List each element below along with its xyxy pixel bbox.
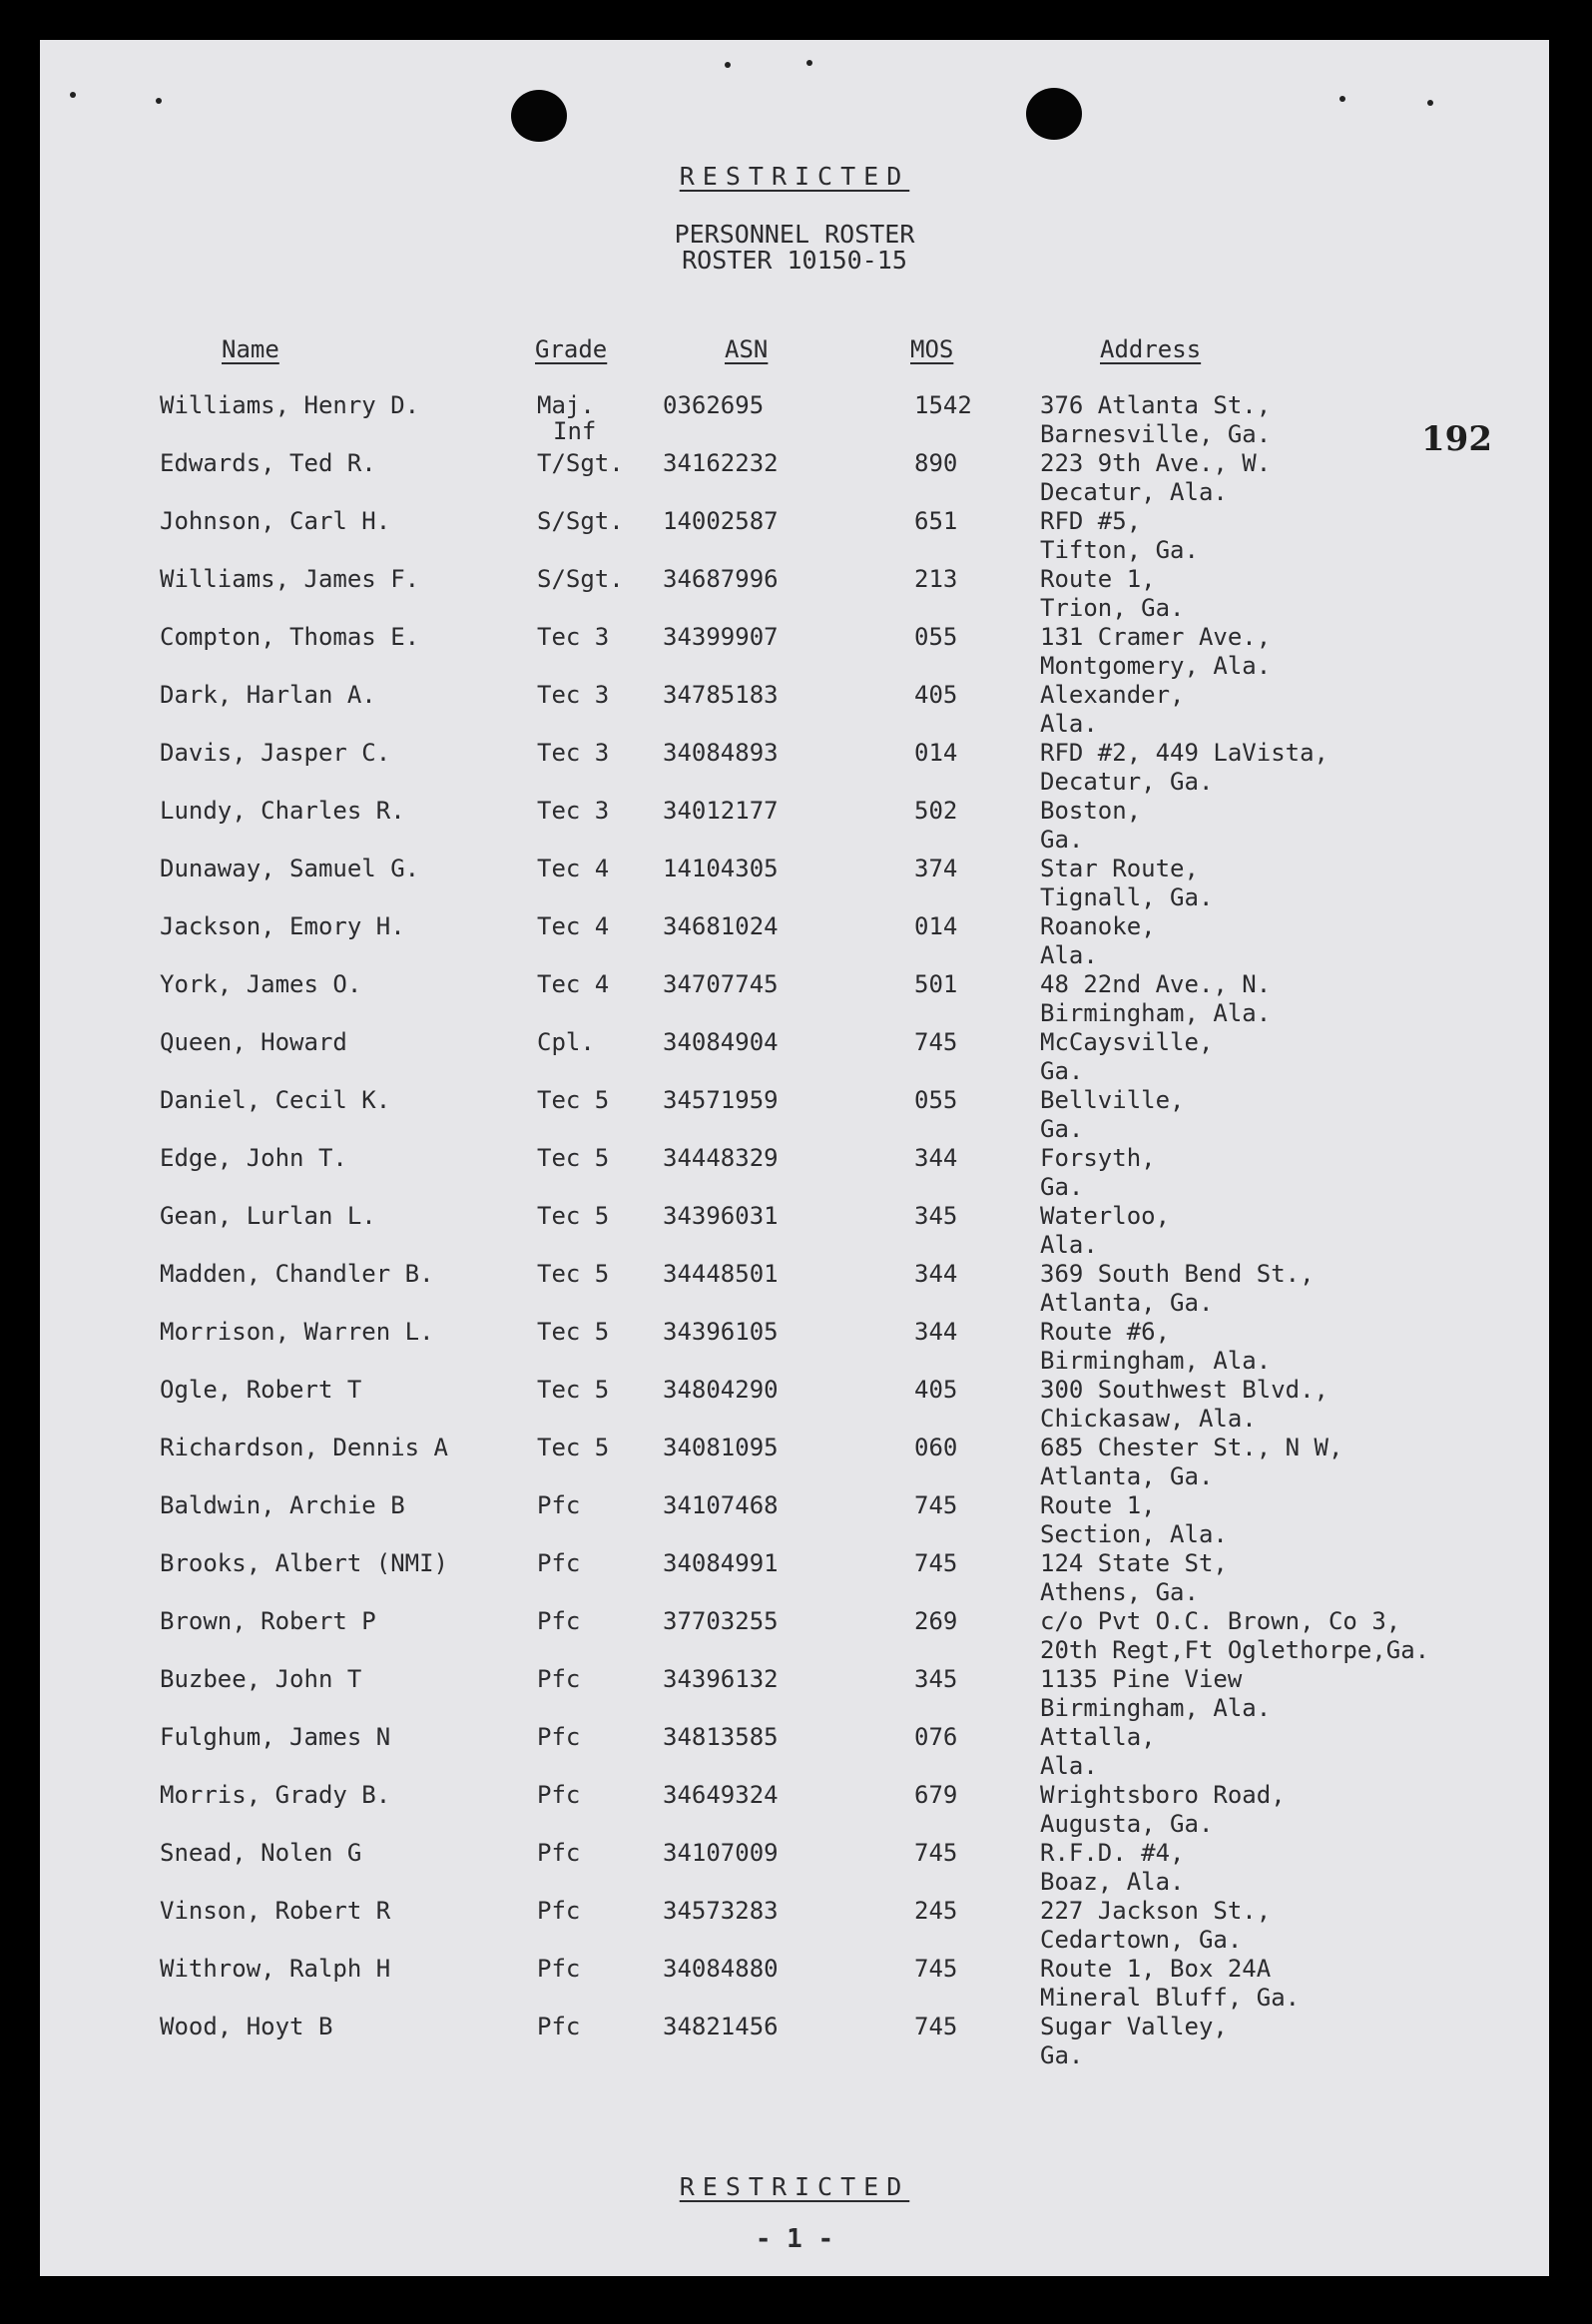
member-mos: 1542: [914, 391, 972, 419]
address-line-1: Route 1,: [1040, 565, 1156, 593]
member-name: Gean, Lurlan L.: [160, 1202, 376, 1230]
member-grade-branch: Inf: [553, 417, 597, 445]
member-mos: 745: [914, 1955, 958, 1983]
member-name: Fulghum, James N: [160, 1723, 391, 1751]
ink-speck: [1427, 100, 1433, 106]
address-line-2: Ala.: [1040, 710, 1098, 738]
member-mos: 076: [914, 1723, 958, 1751]
address-line-1: Sugar Valley,: [1040, 2013, 1228, 2040]
address-line-1: Waterloo,: [1040, 1202, 1171, 1230]
member-asn: 34573283: [663, 1897, 779, 1925]
roster-row: [40, 1781, 1549, 1839]
member-mos: 745: [914, 1491, 958, 1519]
roster-row: [40, 1665, 1549, 1723]
member-grade: Tec 5: [537, 1260, 610, 1288]
page-number: - 1 -: [755, 2224, 834, 2254]
roster-row: [40, 1376, 1549, 1434]
member-name: Queen, Howard: [160, 1028, 347, 1056]
ink-speck: [156, 98, 162, 104]
member-grade: Pfc: [537, 1549, 581, 1577]
roster-row: [40, 797, 1549, 855]
member-asn: 34162232: [663, 449, 779, 477]
member-mos: 745: [914, 1028, 958, 1056]
ink-speck: [70, 92, 76, 98]
member-asn: 34813585: [663, 1723, 779, 1751]
member-mos: 345: [914, 1665, 958, 1693]
address-line-1: 376 Atlanta St.,: [1040, 391, 1272, 419]
roster-row: [40, 1144, 1549, 1202]
column-header-grade: Grade: [535, 335, 608, 363]
member-name: Davis, Jasper C.: [160, 739, 391, 767]
address-line-1: Attalla,: [1040, 1723, 1156, 1751]
roster-row: [40, 739, 1549, 797]
roster-row: [40, 1260, 1549, 1318]
member-name: Baldwin, Archie B: [160, 1491, 405, 1519]
member-name: Williams, Henry D.: [160, 391, 420, 419]
member-grade: Pfc: [537, 1781, 581, 1809]
member-mos: 055: [914, 1086, 958, 1114]
address-line-2: Chickasaw, Ala.: [1040, 1405, 1257, 1433]
address-line-1: Boston,: [1040, 797, 1142, 825]
column-header-address: Address: [1100, 335, 1202, 363]
roster-row: [40, 1434, 1549, 1491]
member-mos: 679: [914, 1781, 958, 1809]
address-line-1: R.F.D. #4,: [1040, 1839, 1185, 1867]
member-grade: T/Sgt.: [537, 449, 624, 477]
margin-page-number: 192: [1421, 419, 1492, 459]
member-grade: Pfc: [537, 1839, 581, 1867]
address-line-1: Wrightsboro Road,: [1040, 1781, 1286, 1809]
address-line-1: Bellville,: [1040, 1086, 1185, 1114]
address-line-1: McCaysville,: [1040, 1028, 1214, 1056]
member-name: Ogle, Robert T: [160, 1376, 362, 1404]
roster-row: [40, 1955, 1549, 2013]
member-grade: Tec 3: [537, 797, 610, 825]
member-grade: Pfc: [537, 1607, 581, 1635]
address-line-2: Tifton, Ga.: [1040, 536, 1199, 564]
roster-row: [40, 1086, 1549, 1144]
address-line-1: RFD #5,: [1040, 507, 1142, 535]
member-name: Compton, Thomas E.: [160, 623, 420, 651]
address-line-2: Augusta, Ga.: [1040, 1810, 1214, 1838]
member-mos: 014: [914, 912, 958, 940]
member-name: Edge, John T.: [160, 1144, 347, 1172]
address-line-2: Ga.: [1040, 2041, 1084, 2069]
member-name: Daniel, Cecil K.: [160, 1086, 391, 1114]
member-name: Williams, James F.: [160, 565, 420, 593]
member-grade: Tec 5: [537, 1202, 610, 1230]
roster-row: [40, 1202, 1549, 1260]
member-asn: 34821456: [663, 2013, 779, 2040]
title-line-1: PERSONNEL ROSTER: [674, 220, 915, 249]
member-mos: 745: [914, 1839, 958, 1867]
roster-row: [40, 681, 1549, 739]
ink-speck: [806, 60, 812, 66]
address-line-2: Ga.: [1040, 1115, 1084, 1143]
roster-row: [40, 391, 1549, 449]
column-header-asn: ASN: [725, 335, 769, 363]
document-page: [40, 40, 1549, 2276]
roster-row: [40, 912, 1549, 970]
member-grade: Pfc: [537, 1491, 581, 1519]
address-line-2: Birmingham, Ala.: [1040, 999, 1272, 1027]
member-name: Morris, Grady B.: [160, 1781, 391, 1809]
address-line-2: Boaz, Ala.: [1040, 1868, 1185, 1896]
member-grade: Tec 5: [537, 1434, 610, 1461]
roster-row: [40, 1607, 1549, 1665]
member-grade: Maj.: [537, 391, 595, 419]
member-asn: 34681024: [663, 912, 779, 940]
address-line-1: 685 Chester St., N W,: [1040, 1434, 1343, 1461]
member-asn: 34084880: [663, 1955, 779, 1983]
member-asn: 34687996: [663, 565, 779, 593]
roster-row: [40, 507, 1549, 565]
member-asn: 34084991: [663, 1549, 779, 1577]
address-line-1: 300 Southwest Blvd.,: [1040, 1376, 1328, 1404]
member-asn: 34081095: [663, 1434, 779, 1461]
member-name: Morrison, Warren L.: [160, 1318, 434, 1346]
member-name: Richardson, Dennis A: [160, 1434, 448, 1461]
member-name: Edwards, Ted R.: [160, 449, 376, 477]
member-asn: 34107009: [663, 1839, 779, 1867]
address-line-2: Ga.: [1040, 826, 1084, 854]
address-line-2: Birmingham, Ala.: [1040, 1347, 1272, 1375]
member-asn: 34084893: [663, 739, 779, 767]
member-name: Lundy, Charles R.: [160, 797, 405, 825]
member-mos: 269: [914, 1607, 958, 1635]
member-mos: 405: [914, 1376, 958, 1404]
member-mos: 890: [914, 449, 958, 477]
member-grade: Tec 5: [537, 1144, 610, 1172]
member-grade: Pfc: [537, 1897, 581, 1925]
ink-speck: [725, 62, 731, 68]
member-name: Jackson, Emory H.: [160, 912, 405, 940]
address-line-1: Forsyth,: [1040, 1144, 1156, 1172]
member-grade: Tec 4: [537, 855, 610, 882]
address-line-2: 20th Regt,Ft Oglethorpe,Ga.: [1040, 1636, 1430, 1664]
member-mos: 345: [914, 1202, 958, 1230]
member-grade: Tec 3: [537, 623, 610, 651]
classification-header: [40, 162, 1549, 191]
roster-row: [40, 1549, 1549, 1607]
address-line-1: 1135 Pine View: [1040, 1665, 1243, 1693]
address-line-2: Atlanta, Ga.: [1040, 1462, 1214, 1490]
address-line-2: Ga.: [1040, 1057, 1084, 1085]
ink-speck: [1339, 96, 1345, 102]
member-mos: 060: [914, 1434, 958, 1461]
address-line-2: Decatur, Ga.: [1040, 768, 1214, 796]
member-name: Brooks, Albert (NMI): [160, 1549, 448, 1577]
address-line-1: Route #6,: [1040, 1318, 1171, 1346]
address-line-2: Mineral Bluff, Ga.: [1040, 1984, 1301, 2012]
member-asn: 34012177: [663, 797, 779, 825]
member-asn: 34396031: [663, 1202, 779, 1230]
address-line-1: 369 South Bend St.,: [1040, 1260, 1315, 1288]
title-line-2: ROSTER 10150-15: [682, 246, 907, 275]
address-line-2: Tignall, Ga.: [1040, 883, 1214, 911]
address-line-1: Star Route,: [1040, 855, 1199, 882]
roster-row: [40, 1897, 1549, 1955]
classification-footer: [40, 2172, 1549, 2201]
member-mos: 651: [914, 507, 958, 535]
column-header-name: Name: [222, 335, 279, 363]
member-grade: Pfc: [537, 2013, 581, 2040]
address-line-1: Alexander,: [1040, 681, 1185, 709]
member-grade: Pfc: [537, 1955, 581, 1983]
member-asn: 34707745: [663, 970, 779, 998]
address-line-2: Ga.: [1040, 1173, 1084, 1201]
roster-row: [40, 565, 1549, 623]
roster-row: [40, 970, 1549, 1028]
address-line-2: Ala.: [1040, 1231, 1098, 1259]
roster-row: [40, 855, 1549, 912]
member-asn: 34448329: [663, 1144, 779, 1172]
address-line-1: RFD #2, 449 LaVista,: [1040, 739, 1328, 767]
member-grade: Pfc: [537, 1723, 581, 1751]
address-line-1: c/o Pvt O.C. Brown, Co 3,: [1040, 1607, 1401, 1635]
roster-row: [40, 1318, 1549, 1376]
member-name: Dunaway, Samuel G.: [160, 855, 420, 882]
member-asn: 34399907: [663, 623, 779, 651]
address-line-2: Ala.: [1040, 1752, 1098, 1780]
roster-row: [40, 1028, 1549, 1086]
member-mos: 405: [914, 681, 958, 709]
member-grade: Tec 3: [537, 681, 610, 709]
member-mos: 374: [914, 855, 958, 882]
member-asn: 34448501: [663, 1260, 779, 1288]
address-line-2: Cedartown, Ga.: [1040, 1926, 1243, 1954]
member-name: Johnson, Carl H.: [160, 507, 391, 535]
member-grade: S/Sgt.: [537, 507, 624, 535]
member-mos: 014: [914, 739, 958, 767]
address-line-2: Trion, Ga.: [1040, 594, 1185, 622]
member-asn: 34084904: [663, 1028, 779, 1056]
column-header-mos: MOS: [910, 335, 954, 363]
member-grade: Tec 3: [537, 739, 610, 767]
roster-row: [40, 1723, 1549, 1781]
classification-label: RESTRICTED: [679, 162, 910, 191]
member-asn: 14104305: [663, 855, 779, 882]
member-name: Vinson, Robert R: [160, 1897, 391, 1925]
member-name: York, James O.: [160, 970, 362, 998]
member-mos: 055: [914, 623, 958, 651]
address-line-1: 48 22nd Ave., N.: [1040, 970, 1272, 998]
member-asn: 34785183: [663, 681, 779, 709]
member-name: Withrow, Ralph H: [160, 1955, 391, 1983]
member-mos: 344: [914, 1144, 958, 1172]
member-name: Madden, Chandler B.: [160, 1260, 434, 1288]
member-grade: Cpl.: [537, 1028, 595, 1056]
member-mos: 745: [914, 2013, 958, 2040]
punch-hole-left: [511, 90, 567, 142]
address-line-2: Section, Ala.: [1040, 1520, 1228, 1548]
member-asn: 34649324: [663, 1781, 779, 1809]
address-line-2: Barnesville, Ga.: [1040, 420, 1272, 448]
address-line-2: Montgomery, Ala.: [1040, 652, 1272, 680]
address-line-1: Roanoke,: [1040, 912, 1156, 940]
roster-row: [40, 1839, 1549, 1897]
member-name: Snead, Nolen G: [160, 1839, 362, 1867]
member-name: Buzbee, John T: [160, 1665, 362, 1693]
member-mos: 213: [914, 565, 958, 593]
address-line-2: Ala.: [1040, 941, 1098, 969]
roster-row: [40, 449, 1549, 507]
roster-row: [40, 623, 1549, 681]
classification-label: RESTRICTED: [679, 2172, 910, 2201]
member-grade: Tec 4: [537, 912, 610, 940]
member-asn: 37703255: [663, 1607, 779, 1635]
member-mos: 344: [914, 1260, 958, 1288]
member-asn: 34396132: [663, 1665, 779, 1693]
address-line-1: 223 9th Ave., W.: [1040, 449, 1272, 477]
member-mos: 245: [914, 1897, 958, 1925]
member-name: Wood, Hoyt B: [160, 2013, 333, 2040]
punch-hole-right: [1026, 88, 1082, 140]
member-asn: 34804290: [663, 1376, 779, 1404]
member-mos: 501: [914, 970, 958, 998]
member-asn: 0362695: [663, 391, 765, 419]
member-asn: 14002587: [663, 507, 779, 535]
member-name: Brown, Robert P: [160, 1607, 376, 1635]
member-asn: 34396105: [663, 1318, 779, 1346]
address-line-2: Decatur, Ala.: [1040, 478, 1228, 506]
member-mos: 344: [914, 1318, 958, 1346]
member-grade: Pfc: [537, 1665, 581, 1693]
address-line-1: Route 1,: [1040, 1491, 1156, 1519]
member-grade: Tec 5: [537, 1376, 610, 1404]
address-line-2: Atlanta, Ga.: [1040, 1289, 1214, 1317]
address-line-2: Athens, Ga.: [1040, 1578, 1199, 1606]
roster-row: [40, 1491, 1549, 1549]
member-grade: S/Sgt.: [537, 565, 624, 593]
member-grade: Tec 4: [537, 970, 610, 998]
address-line-1: 131 Cramer Ave.,: [1040, 623, 1272, 651]
roster-row: [40, 2013, 1549, 2070]
member-mos: 745: [914, 1549, 958, 1577]
address-line-1: 124 State St,: [1040, 1549, 1228, 1577]
address-line-1: 227 Jackson St.,: [1040, 1897, 1272, 1925]
member-asn: 34107468: [663, 1491, 779, 1519]
member-grade: Tec 5: [537, 1318, 610, 1346]
member-asn: 34571959: [663, 1086, 779, 1114]
member-mos: 502: [914, 797, 958, 825]
address-line-1: Route 1, Box 24A: [1040, 1955, 1272, 1983]
member-name: Dark, Harlan A.: [160, 681, 376, 709]
member-grade: Tec 5: [537, 1086, 610, 1114]
address-line-2: Birmingham, Ala.: [1040, 1694, 1272, 1722]
